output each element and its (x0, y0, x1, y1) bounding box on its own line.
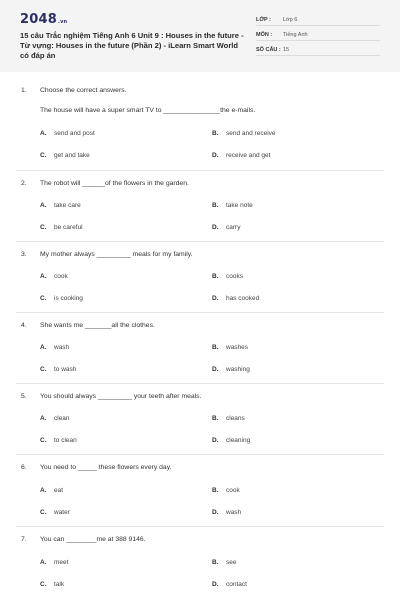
page-title: 15 câu Trắc nghiệm Tiếng Anh 6 Unit 9 : Houses in the future - Từ vựng: Houses in the future (Phần 2) - iLearn Smart World có đáp án (20, 31, 244, 60)
question-text: The robot will ______of the flowers in the garden. (40, 180, 189, 187)
option-d[interactable]: D. contact (212, 581, 247, 588)
option-b[interactable]: B. see (212, 559, 237, 566)
meta-count (256, 44, 380, 56)
question-number: 5. (21, 393, 27, 400)
divider (16, 383, 384, 384)
logo-text: 2048 (20, 12, 57, 27)
question-number: 4. (21, 322, 27, 329)
option-a[interactable]: A. meet (40, 559, 69, 566)
option-a[interactable]: A. wash (40, 344, 70, 351)
option-a[interactable]: A. send and post (40, 130, 95, 137)
option-b[interactable]: B. take note (212, 202, 253, 209)
option-a[interactable]: A. eat (40, 487, 64, 494)
question-instruction: Choose the correct answers. (40, 87, 127, 94)
divider (16, 241, 384, 242)
meta-grade-label: LỚP : (256, 17, 271, 23)
option-c[interactable]: C. to clean (40, 437, 77, 444)
option-d[interactable]: D. washing (212, 366, 250, 373)
question-text: My mother always _________ meals for my family. (40, 251, 193, 258)
meta-grade-value: Lớp 6 (283, 17, 298, 23)
option-c[interactable]: C. water (40, 509, 70, 516)
option-c[interactable]: C. is cooking (40, 295, 83, 302)
option-a[interactable]: A. clean (40, 415, 70, 422)
option-c[interactable]: C. be careful (40, 224, 83, 231)
question-text: She wants me _______all the clothes. (40, 322, 155, 329)
divider (16, 526, 384, 527)
question-text: The house will have a super smart TV to _______________the e-mails. (40, 107, 256, 114)
option-c[interactable]: C. talk (40, 581, 65, 588)
option-c[interactable]: C. get and take (40, 152, 90, 159)
question-number: 7. (21, 536, 27, 543)
meta-grade (256, 14, 380, 26)
question-number: 6. (21, 464, 27, 471)
option-b[interactable]: B. washes (212, 344, 249, 351)
option-d[interactable]: D. has cooked (212, 295, 260, 302)
divider (16, 170, 384, 171)
meta-subject-label: MÔN : (256, 32, 273, 38)
option-d[interactable]: D. carry (212, 224, 241, 231)
divider (16, 312, 384, 313)
divider (16, 454, 384, 455)
option-d[interactable]: D. receive and get (212, 152, 271, 159)
logo-suffix: .vn (57, 19, 68, 25)
option-a[interactable]: A. cook (40, 273, 68, 280)
meta-subject-value: Tiếng Anh (283, 32, 308, 38)
question-text: You should always _________ your teeth after meals. (40, 393, 202, 400)
document-header (0, 0, 400, 72)
question-text: You need to _____ these flowers every day. (40, 464, 172, 471)
site-logo[interactable] (20, 12, 67, 27)
meta-count-label: SỐ CÂU : (256, 47, 281, 53)
option-d[interactable]: D. cleaning (212, 437, 251, 444)
option-b[interactable]: B. cooks (212, 273, 243, 280)
meta-subject (256, 29, 380, 41)
option-c[interactable]: C. to wash (40, 366, 77, 373)
option-b[interactable]: B. cleans (212, 415, 245, 422)
option-b[interactable]: B. cook (212, 487, 240, 494)
question-number: 2. (21, 180, 27, 187)
question-text: You can ________me at 388 9146. (40, 536, 146, 543)
option-b[interactable]: B. send and receive (212, 130, 276, 137)
meta-count-value: 15 (283, 47, 290, 53)
option-d[interactable]: D. wash (212, 509, 242, 516)
question-number: 3. (21, 251, 27, 258)
question-number: 1. (21, 87, 27, 94)
option-a[interactable]: A. take care (40, 202, 81, 209)
